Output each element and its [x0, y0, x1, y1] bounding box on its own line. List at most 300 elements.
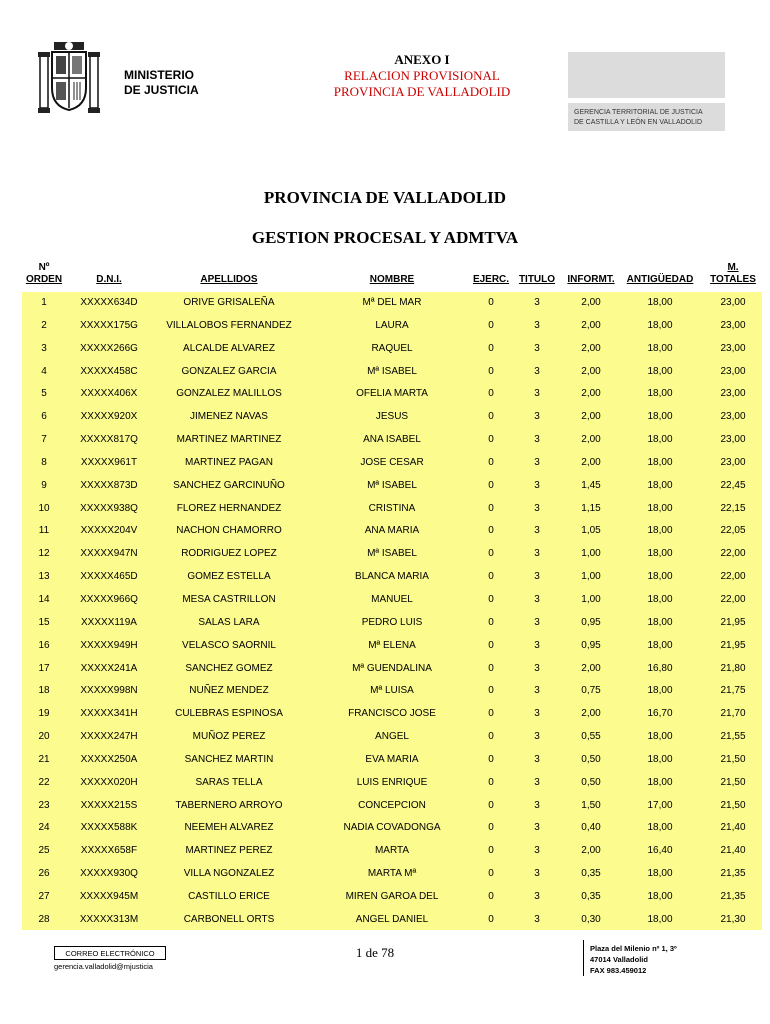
cell-nombre: Mª ISABEL	[367, 479, 417, 491]
cell-dni: XXXXX250A	[80, 753, 138, 765]
cell-ejerc: 0	[488, 662, 494, 674]
cell-titulo: 3	[534, 685, 540, 697]
cell-orden: 5	[41, 388, 47, 400]
annex-title: ANEXO I	[394, 52, 450, 67]
cell-orden: 18	[38, 685, 50, 697]
cell-titulo: 3	[534, 571, 540, 583]
cell-apellidos: CARBONELL ORTS	[183, 913, 275, 925]
header-titulo: TITULO	[518, 274, 556, 285]
cell-nombre: Mª ISABEL	[367, 365, 417, 377]
cell-titulo: 3	[534, 890, 540, 902]
cell-apellidos: VELASCO SAORNIL	[182, 639, 276, 651]
cell-nombre: BLANCA MARIA	[355, 571, 429, 583]
header-ejerc: EJERC.	[472, 274, 510, 285]
cell-nombre: FRANCISCO JOSE	[348, 708, 436, 720]
cell-ejerc: 0	[488, 868, 494, 880]
cell-titulo: 3	[534, 456, 540, 468]
cell-totales: 22,05	[720, 525, 746, 537]
cell-antiguedad: 18,00	[647, 685, 673, 697]
cell-totales: 21,95	[720, 616, 746, 628]
table-row	[22, 726, 762, 749]
cell-dni: XXXXX920X	[80, 411, 138, 423]
cell-totales: 23,00	[720, 342, 746, 354]
cell-titulo: 3	[534, 548, 540, 560]
cell-totales: 22,45	[720, 479, 746, 491]
cell-apellidos: NUÑEZ MENDEZ	[189, 685, 269, 697]
cell-totales: 22,00	[720, 593, 746, 605]
cell-informt: 1,15	[581, 502, 601, 514]
cell-orden: 21	[38, 753, 50, 765]
cell-apellidos: NEEMEH ALVAREZ	[184, 822, 274, 834]
cell-apellidos: MARTINEZ PEREZ	[185, 845, 273, 857]
office-box	[568, 103, 725, 131]
cell-antiguedad: 18,00	[647, 502, 673, 514]
cell-ejerc: 0	[488, 913, 494, 925]
cell-dni: XXXXX020H	[80, 776, 138, 788]
cell-informt: 2,00	[581, 319, 601, 331]
cell-orden: 19	[38, 708, 50, 720]
cell-orden: 23	[38, 799, 50, 811]
cell-antiguedad: 18,00	[647, 297, 673, 308]
cell-apellidos: MARTINEZ MARTINEZ	[176, 434, 282, 446]
cell-dni: XXXXX465D	[80, 571, 138, 583]
table-row	[22, 863, 762, 886]
header-orden-top: Nº	[38, 262, 50, 273]
cell-informt: 2,00	[581, 708, 601, 720]
cell-antiguedad: 18,00	[647, 525, 673, 537]
cell-dni: XXXXX966Q	[80, 593, 138, 605]
cell-informt: 0,75	[581, 685, 601, 697]
table-row	[22, 520, 762, 543]
cell-dni: XXXXX175G	[80, 319, 138, 331]
cell-antiguedad: 18,00	[647, 868, 673, 880]
cell-totales: 23,00	[720, 456, 746, 468]
cell-titulo: 3	[534, 388, 540, 400]
cell-informt: 0,95	[581, 639, 601, 651]
cell-nombre: ANGEL DANIEL	[355, 913, 429, 925]
cell-orden: 9	[41, 479, 47, 491]
cell-informt: 0,30	[581, 913, 601, 925]
cell-ejerc: 0	[488, 456, 494, 468]
cell-ejerc: 0	[488, 502, 494, 514]
cell-ejerc: 0	[488, 479, 494, 491]
cell-apellidos: ORIVE GRISALEÑA	[183, 297, 275, 308]
cell-ejerc: 0	[488, 388, 494, 400]
cell-antiguedad: 17,00	[647, 799, 673, 811]
cell-antiguedad: 16,70	[647, 708, 673, 720]
cell-dni: XXXXX247H	[80, 731, 138, 743]
header-antiguedad: ANTIGÜEDAD	[626, 274, 694, 285]
province-title: PROVINCIA DE VALLADOLID	[263, 188, 507, 207]
cell-antiguedad: 18,00	[647, 639, 673, 651]
cell-informt: 0,35	[581, 890, 601, 902]
cell-apellidos: NACHON CHAMORRO	[176, 525, 282, 537]
cell-totales: 21,70	[720, 708, 746, 720]
header-orden: ORDEN	[25, 274, 63, 285]
cell-dni: XXXXX938Q	[80, 502, 138, 514]
cell-ejerc: 0	[488, 571, 494, 583]
cell-totales: 23,00	[720, 319, 746, 331]
cell-orden: 2	[41, 319, 47, 331]
table-row	[22, 703, 762, 726]
cell-dni: XXXXX458C	[80, 365, 138, 377]
cell-informt: 0,50	[581, 776, 601, 788]
cell-dni: XXXXX634D	[80, 297, 138, 308]
cell-orden: 8	[41, 456, 47, 468]
table-body	[22, 292, 762, 930]
annex-province: PROVINCIA DE VALLADOLID	[333, 84, 511, 99]
cell-orden: 14	[38, 593, 50, 605]
cell-totales: 21,50	[720, 799, 746, 811]
cell-titulo: 3	[534, 297, 540, 308]
cell-nombre: LAURA	[375, 319, 409, 331]
cell-titulo: 3	[534, 411, 540, 423]
cell-dni: XXXXX658F	[80, 845, 138, 857]
cell-apellidos: SARAS TELLA	[195, 776, 263, 788]
cell-apellidos: SALAS LARA	[198, 616, 260, 628]
cell-nombre: OFELIA MARTA	[356, 388, 428, 400]
cell-apellidos: FLOREZ HERNANDEZ	[176, 502, 282, 514]
cell-nombre: Mª GUENDALINA	[352, 662, 432, 674]
cell-apellidos: TABERNERO ARROYO	[175, 799, 283, 811]
cell-titulo: 3	[534, 731, 540, 743]
cell-totales: 22,15	[720, 502, 746, 514]
cell-antiguedad: 18,00	[647, 571, 673, 583]
cell-ejerc: 0	[488, 753, 494, 765]
table-row	[22, 635, 762, 658]
cell-orden: 1	[41, 297, 47, 308]
cell-ejerc: 0	[488, 639, 494, 651]
cell-informt: 2,00	[581, 297, 601, 308]
cell-ejerc: 0	[488, 525, 494, 537]
cell-nombre: ANGEL	[375, 731, 409, 743]
cell-nombre: JOSE CESAR	[360, 456, 424, 468]
cell-nombre: EVA MARIA	[365, 753, 419, 765]
cell-dni: XXXXX961T	[80, 456, 138, 468]
cell-informt: 0,40	[581, 822, 601, 834]
header-informt: INFORMT.	[567, 274, 615, 285]
cell-titulo: 3	[534, 753, 540, 765]
email-label-box: CORREO ELECTRÓNICO	[54, 946, 166, 960]
cell-antiguedad: 18,00	[647, 365, 673, 377]
annex-subtitle: RELACION PROVISIONAL	[344, 68, 500, 83]
cell-apellidos: SANCHEZ GARCINUÑO	[173, 479, 285, 491]
cell-totales: 21,40	[720, 845, 746, 857]
ministry-line-2: DE JUSTICIA	[124, 83, 199, 97]
table-row	[22, 658, 762, 681]
table-row	[22, 680, 762, 703]
office-line-1: GERENCIA TERRITORIAL DE JUSTICIA	[574, 109, 703, 116]
cell-titulo: 3	[534, 662, 540, 674]
address-line-1: Plaza del Milenio nº 1, 3º	[590, 944, 677, 953]
cell-nombre: Mª DEL MAR	[362, 297, 422, 308]
cell-totales: 23,00	[720, 365, 746, 377]
cell-antiguedad: 18,00	[647, 731, 673, 743]
cell-informt: 2,00	[581, 365, 601, 377]
table-row	[22, 475, 762, 498]
cell-informt: 1,50	[581, 799, 601, 811]
cell-apellidos: VILLALOBOS FERNANDEZ	[166, 319, 292, 331]
cell-antiguedad: 18,00	[647, 434, 673, 446]
cell-dni: XXXXX266G	[80, 342, 138, 354]
cell-orden: 17	[38, 662, 50, 674]
cell-nombre: LUIS ENRIQUE	[356, 776, 428, 788]
table-row	[22, 612, 762, 635]
cell-informt: 1,05	[581, 525, 601, 537]
cell-orden: 7	[41, 434, 47, 446]
cell-nombre: JESUS	[375, 411, 409, 423]
cell-nombre: Mª ELENA	[368, 639, 416, 651]
cell-dni: XXXXX947N	[80, 548, 138, 560]
cell-totales: 23,00	[720, 411, 746, 423]
cell-ejerc: 0	[488, 342, 494, 354]
cell-titulo: 3	[534, 868, 540, 880]
cell-antiguedad: 18,00	[647, 593, 673, 605]
cell-nombre: ANA ISABEL	[363, 434, 421, 446]
cell-totales: 21,50	[720, 776, 746, 788]
cell-nombre: RAQUEL	[371, 342, 413, 354]
table-row	[22, 429, 762, 452]
table-row	[22, 338, 762, 361]
table-row	[22, 749, 762, 772]
cell-nombre: PEDRO LUIS	[361, 616, 423, 628]
cell-antiguedad: 18,00	[647, 342, 673, 354]
cell-totales: 23,00	[720, 434, 746, 446]
cell-nombre: NADIA COVADONGA	[343, 822, 441, 834]
cell-ejerc: 0	[488, 799, 494, 811]
cell-dni: XXXXX204V	[80, 525, 138, 537]
email-address[interactable]: gerencia.valladolid@mjusticia	[54, 962, 153, 971]
cell-informt: 1,00	[581, 548, 601, 560]
table-row	[22, 315, 762, 338]
address-line-2: 47014 Valladolid	[590, 955, 648, 964]
cell-totales: 21,35	[720, 868, 746, 880]
cell-antiguedad: 18,00	[647, 890, 673, 902]
header-apellidos: APELLIDOS	[200, 274, 258, 285]
cell-nombre: Mª LUISA	[370, 685, 414, 697]
cell-nombre: MIREN GAROA DEL	[345, 890, 439, 902]
results-table	[22, 262, 762, 925]
cell-dni: XXXXX817Q	[80, 434, 138, 446]
cell-orden: 6	[41, 411, 47, 423]
header-nombre: NOMBRE	[369, 274, 415, 285]
cell-dni: XXXXX873D	[80, 479, 138, 491]
cell-totales: 21,50	[720, 753, 746, 765]
cell-orden: 22	[38, 776, 50, 788]
cell-ejerc: 0	[488, 411, 494, 423]
cell-ejerc: 0	[488, 731, 494, 743]
cell-titulo: 3	[534, 776, 540, 788]
cell-totales: 23,00	[720, 388, 746, 400]
cell-ejerc: 0	[488, 890, 494, 902]
table-row	[22, 772, 762, 795]
cell-antiguedad: 18,00	[647, 616, 673, 628]
cell-titulo: 3	[534, 525, 540, 537]
cell-ejerc: 0	[488, 593, 494, 605]
cell-orden: 3	[41, 342, 47, 354]
coat-of-arms-logo	[38, 40, 100, 116]
cell-apellidos: GONZALEZ GARCIA	[181, 365, 277, 377]
cell-ejerc: 0	[488, 685, 494, 697]
table-row	[22, 840, 762, 863]
cell-informt: 1,45	[581, 479, 601, 491]
table-row	[22, 292, 762, 315]
cell-titulo: 3	[534, 845, 540, 857]
cell-apellidos: MESA CASTRILLON	[182, 593, 276, 605]
cell-titulo: 3	[534, 479, 540, 491]
table-row	[22, 452, 762, 475]
cell-titulo: 3	[534, 319, 540, 331]
cell-nombre: ANA MARIA	[364, 525, 420, 537]
table-row	[22, 361, 762, 384]
cell-ejerc: 0	[488, 548, 494, 560]
table-row	[22, 383, 762, 406]
table-row	[22, 795, 762, 818]
cell-apellidos: SANCHEZ GOMEZ	[185, 662, 273, 674]
cell-informt: 1,00	[581, 571, 601, 583]
ministry-line-1: MINISTERIO	[124, 68, 195, 82]
table-row	[22, 498, 762, 521]
cell-dni: XXXXX341H	[80, 708, 138, 720]
cell-ejerc: 0	[488, 845, 494, 857]
cell-nombre: Mª ISABEL	[367, 548, 417, 560]
cell-ejerc: 0	[488, 708, 494, 720]
cell-ejerc: 0	[488, 297, 494, 308]
cell-titulo: 3	[534, 502, 540, 514]
table-header	[22, 262, 762, 292]
cell-antiguedad: 18,00	[647, 913, 673, 925]
cell-dni: XXXXX215S	[80, 799, 138, 811]
cell-totales: 23,00	[720, 297, 746, 308]
cell-ejerc: 0	[488, 365, 494, 377]
cell-antiguedad: 16,40	[647, 845, 673, 857]
cell-informt: 2,00	[581, 845, 601, 857]
cell-apellidos: CULEBRAS ESPINOSA	[175, 708, 283, 720]
cell-informt: 0,35	[581, 868, 601, 880]
cell-informt: 0,55	[581, 731, 601, 743]
cell-antiguedad: 18,00	[647, 388, 673, 400]
cell-ejerc: 0	[488, 822, 494, 834]
cell-antiguedad: 18,00	[647, 319, 673, 331]
cell-titulo: 3	[534, 913, 540, 925]
cell-ejerc: 0	[488, 434, 494, 446]
cell-apellidos: CASTILLO ERICE	[188, 890, 270, 902]
table-row	[22, 817, 762, 840]
cell-apellidos: VILLA NGONZALEZ	[183, 868, 275, 880]
cell-nombre: CRISTINA	[368, 502, 416, 514]
cell-apellidos: GOMEZ ESTELLA	[187, 571, 271, 583]
cell-dni: XXXXX313M	[79, 913, 139, 925]
cell-orden: 16	[38, 639, 50, 651]
cell-titulo: 3	[534, 342, 540, 354]
cell-orden: 24	[38, 822, 50, 834]
cell-dni: XXXXX930Q	[80, 868, 138, 880]
cell-orden: 28	[38, 913, 50, 925]
cell-titulo: 3	[534, 822, 540, 834]
cell-antiguedad: 18,00	[647, 479, 673, 491]
cell-apellidos: JIMENEZ NAVAS	[190, 411, 268, 423]
cell-orden: 15	[38, 616, 50, 628]
cell-informt: 0,95	[581, 616, 601, 628]
cell-informt: 1,00	[581, 593, 601, 605]
cell-informt: 2,00	[581, 342, 601, 354]
header-totales: TOTALES	[710, 274, 756, 285]
table-row	[22, 566, 762, 589]
cell-apellidos: RODRIGUEZ LOPEZ	[181, 548, 277, 560]
cell-titulo: 3	[534, 593, 540, 605]
cell-apellidos: MARTINEZ PAGAN	[185, 456, 273, 468]
body-title: GESTION PROCESAL Y ADMTVA	[251, 228, 519, 247]
cell-informt: 2,00	[581, 411, 601, 423]
cell-antiguedad: 16,80	[647, 662, 673, 674]
cell-nombre: CONCEPCION	[358, 799, 426, 811]
cell-informt: 2,00	[581, 662, 601, 674]
cell-dni: XXXXX945M	[79, 890, 139, 902]
table-row	[22, 589, 762, 612]
cell-totales: 22,00	[720, 571, 746, 583]
cell-apellidos: ALCALDE ALVAREZ	[183, 342, 275, 354]
cell-apellidos: GONZALEZ MALILLOS	[176, 388, 282, 400]
cell-titulo: 3	[534, 799, 540, 811]
cell-ejerc: 0	[488, 776, 494, 788]
cell-orden: 26	[38, 868, 50, 880]
cell-ejerc: 0	[488, 319, 494, 331]
cell-ejerc: 0	[488, 616, 494, 628]
cell-totales: 21,80	[720, 662, 746, 674]
cell-antiguedad: 18,00	[647, 776, 673, 788]
header-dni: D.N.I.	[96, 274, 122, 285]
cell-totales: 21,55	[720, 731, 746, 743]
cell-totales: 22,00	[720, 548, 746, 560]
header-totales-top: M.	[727, 262, 739, 273]
cell-informt: 2,00	[581, 388, 601, 400]
cell-titulo: 3	[534, 365, 540, 377]
cell-apellidos: MUÑOZ PEREZ	[192, 731, 266, 743]
cell-dni: XXXXX119A	[81, 616, 137, 628]
cell-orden: 25	[38, 845, 50, 857]
table-row	[22, 543, 762, 566]
cell-titulo: 3	[534, 708, 540, 720]
registry-stamp-box	[568, 52, 725, 98]
cell-totales: 21,40	[720, 822, 746, 834]
cell-orden: 20	[38, 731, 50, 743]
page-number: 1 de 78	[355, 945, 395, 960]
cell-informt: 2,00	[581, 456, 601, 468]
cell-antiguedad: 18,00	[647, 822, 673, 834]
office-line-2: DE CASTILLA Y LEÓN EN VALLADOLID	[574, 119, 702, 126]
cell-nombre: MARTA Mª	[367, 868, 417, 880]
cell-antiguedad: 18,00	[647, 753, 673, 765]
cell-orden: 12	[38, 548, 50, 560]
cell-titulo: 3	[534, 639, 540, 651]
cell-informt: 2,00	[581, 434, 601, 446]
cell-informt: 0,50	[581, 753, 601, 765]
cell-dni: XXXXX998N	[80, 685, 138, 697]
cell-totales: 21,95	[720, 639, 746, 651]
cell-orden: 4	[41, 365, 47, 377]
address-line-3: FAX 983.459012	[590, 966, 647, 975]
table-row	[22, 406, 762, 429]
cell-orden: 13	[38, 571, 50, 583]
footer-divider	[583, 940, 584, 976]
cell-dni: XXXXX588K	[80, 822, 138, 834]
cell-orden: 27	[38, 890, 50, 902]
cell-antiguedad: 18,00	[647, 548, 673, 560]
cell-orden: 11	[38, 525, 50, 537]
cell-dni: XXXXX406X	[80, 388, 138, 400]
cell-antiguedad: 18,00	[647, 411, 673, 423]
cell-titulo: 3	[534, 434, 540, 446]
